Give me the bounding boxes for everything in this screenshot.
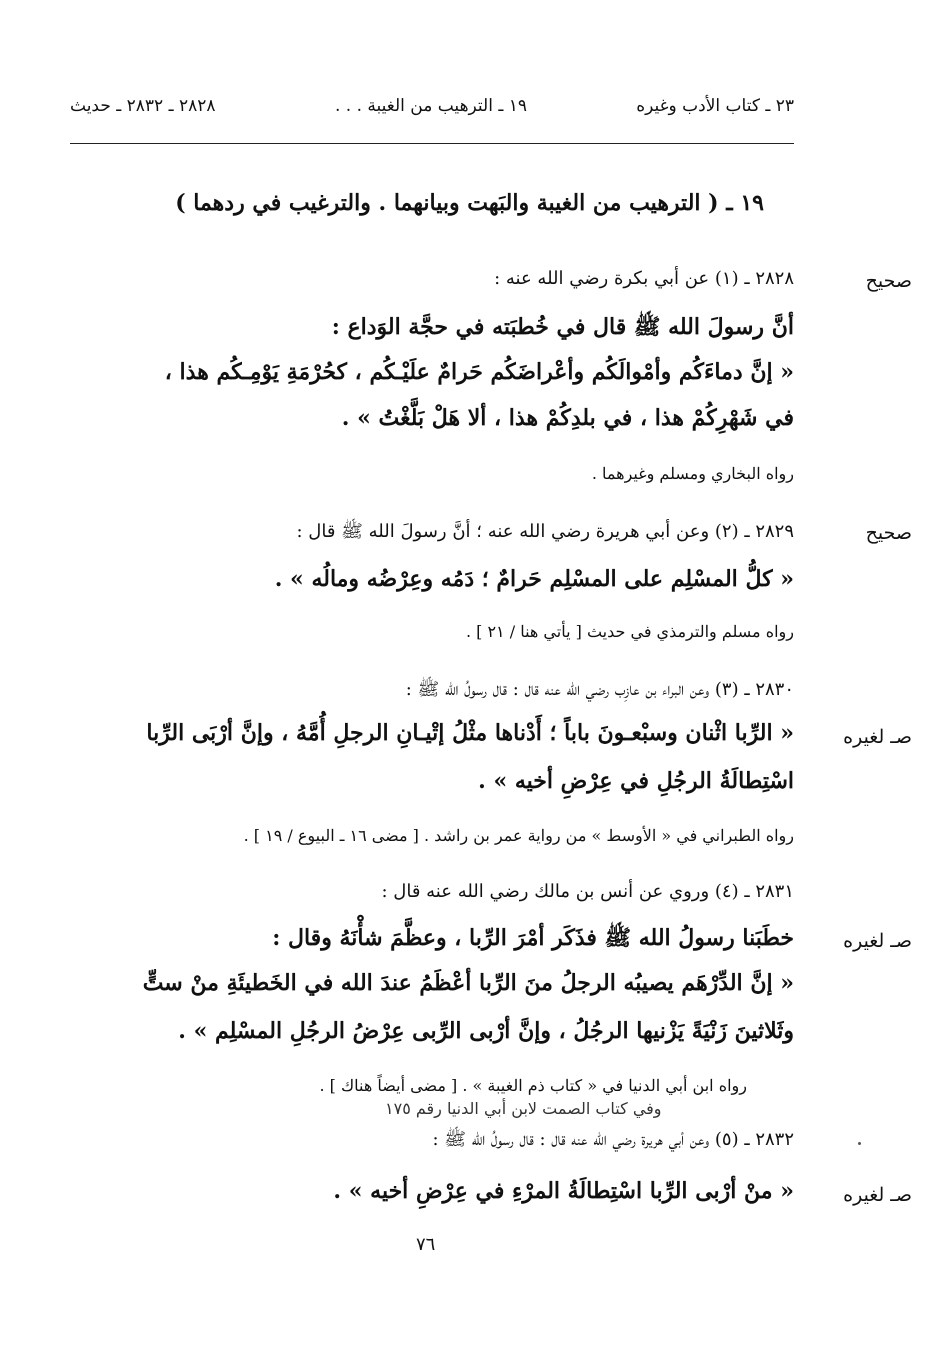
- hadith-lead: ٢٨٣٢ ـ (٥) وعن أبي هريرة رضي الله عنه قال : قال رسولُ الله ﷺ :: [432, 1129, 794, 1150]
- grade-label: صـ لغيره: [843, 1184, 912, 1206]
- header-divider: [70, 143, 794, 144]
- hadith-lead: ٢٨٢٨ ـ (١) عن أبي بكرة رضي الله عنه :: [494, 268, 794, 289]
- stray-mark: [858, 1142, 861, 1145]
- hadith-source: رواه البخاري ومسلم وغيرهما .: [591, 464, 794, 483]
- hadith-text-line: « كلُّ المسْلِم على المسْلِم حَرامٌ ؛ دَمُه وعِرْضُه ومالُه » .: [274, 566, 794, 592]
- hadith-lead: ٢٨٣١ ـ (٤) وروي عن أنس بن مالك رضي الله عنه قال :: [381, 881, 794, 902]
- grade-label: صحيح: [865, 522, 912, 544]
- hadith-text-line: « إنَّ دماءَكُم وأمْوالَكُم وأعْراضَكُم حَرامٌ علَيْـكُم ، كحُرْمَةِ يَوْمِـكُم هذا ،: [164, 359, 794, 385]
- hadith-text-line: خطَبَنا رسولُ الله ﷺ فذَكَر أمْرَ الرِّبا ، وعظَّمَ شأْنَهُ وقال :: [272, 925, 794, 951]
- hadith-text-line: وثَلاثينَ زَنْيَةً يَزْنيها الرجُلُ ، وإنَّ أرْبى الرِّبى عِرْضُ الرجُلِ المسْلِم » .: [178, 1018, 794, 1044]
- running-header-book: ٢٣ ـ كتاب الأدب وغيره: [636, 96, 794, 116]
- hadith-source: رواه الطبراني في « الأوسط » من رواية عمر بن راشد . [ مضى ١٦ ـ البيوع / ١٩ ] .: [243, 826, 794, 845]
- grade-label: صـ لغيره: [843, 930, 912, 952]
- page-number: ٧٦: [416, 1234, 436, 1255]
- hadith-text-line: أنَّ رسولَ الله ﷺ قال في خُطبَته في حجَّة الوَداع :: [331, 314, 794, 340]
- section-title: ١٩ ـ ( الترهيب من الغيبة والبَهت وبيانهما . والترغيب في ردهما ): [175, 190, 764, 216]
- hadith-text-line: « الرِّبا اثْنان وسبْعـونَ باباً ؛ أَدْناها مثْلُ إتْيـانِ الرجلِ أُمَّهُ ، وإنَّ أرْبَى الرِّبا: [146, 720, 794, 746]
- hadith-text-line: اسْتِطالَةُ الرجُلِ في عِرْضِ أخيه » .: [478, 768, 794, 794]
- hadith-text-line: « إنَّ الدِّرْهَم يصيبُه الرجلُ منَ الرِّبا أعْظَمُ عندَ الله في الخَطيئَةِ منْ ستٍّ: [142, 970, 794, 996]
- running-header-chapter: ١٩ ـ الترهيب من الغيبة . . .: [334, 96, 527, 116]
- grade-label: صحيح: [865, 270, 912, 292]
- hadith-text-line: « منْ أرْبى الرِّبا اسْتِطالَةُ المرْءِ في عِرْضِ أخيه » .: [333, 1178, 794, 1204]
- grade-label: صـ لغيره: [843, 726, 912, 748]
- hadith-lead: ٢٨٣٠ ـ (٣) وعن البراء بن عازِب رضي الله عنه قال : قال رسولُ الله ﷺ :: [405, 679, 794, 700]
- hadith-source: رواه مسلم والترمذي في حديث [ يأتي هنا / ٢١ ] .: [465, 622, 794, 641]
- hadith-text-line: في شَهْرِكُمْ هذا ، في بلدِكُمْ هذا ، ألا هَلْ بَلَّغْتُ » .: [341, 405, 794, 431]
- running-header-range: ٢٨٢٨ ـ ٢٨٣٢ ـ حديث: [70, 96, 216, 116]
- hadith-source: رواه ابن أبي الدنيا في « كتاب ذم الغيبة » . [ مضى أيضاً هناك ] .: [319, 1076, 747, 1095]
- hadith-lead: ٢٨٢٩ ـ (٢) وعن أبي هريرة رضي الله عنه ؛ أنَّ رسولَ الله ﷺ قال :: [296, 521, 794, 542]
- handwritten-annotation: وفي كتاب الصمت لابن أبي الدنيا رقم ١٧٥: [385, 1099, 662, 1118]
